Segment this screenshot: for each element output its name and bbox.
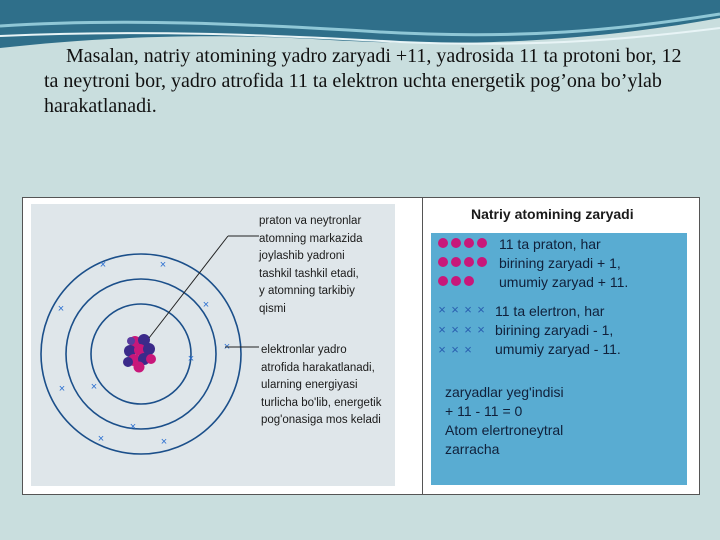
svg-text:×: × bbox=[451, 303, 459, 317]
svg-text:×: × bbox=[438, 303, 446, 317]
electron-label: elektronlar yadro atrofida harakatlanadi, ularning energiyasi turlicha bo'lib, energetik pog'onasiga mos keladi bbox=[261, 344, 382, 426]
nucleus bbox=[123, 334, 156, 373]
proton-dots bbox=[437, 237, 493, 293]
electron-charge-text: 11 ta elertron, har birining zaryadi - 1, umumiy zaryad - 11. bbox=[495, 303, 621, 357]
charge-sum-text: zaryadlar yeg'indisi + 11 - 11 = 0 Atom elertroneytral zarracha bbox=[445, 384, 564, 457]
svg-text:×: × bbox=[438, 342, 446, 357]
svg-text:×: × bbox=[160, 436, 168, 448]
svg-text:×: × bbox=[464, 342, 472, 357]
electron-crosses bbox=[437, 303, 493, 363]
svg-text:×: × bbox=[477, 303, 485, 317]
atom-figure bbox=[22, 197, 700, 495]
nucleus-label: praton va neytronlar atomning markazida joylashib yadroni tashkil tashkil etadi, y atomning tarkibiy qismi bbox=[259, 215, 363, 315]
svg-text:×: × bbox=[187, 353, 195, 365]
panel-divider bbox=[422, 198, 423, 494]
svg-text:×: × bbox=[464, 322, 472, 337]
svg-text:×: × bbox=[58, 383, 66, 395]
svg-text:×: × bbox=[464, 303, 472, 317]
proton-charge-text: 11 ta praton, har birining zaryadi + 1, umumiy zaryad + 11. bbox=[499, 236, 629, 290]
svg-text:×: × bbox=[57, 303, 65, 315]
svg-text:×: × bbox=[451, 322, 459, 337]
svg-text:×: × bbox=[202, 299, 210, 311]
svg-text:×: × bbox=[90, 381, 98, 393]
charge-panel-title: Natriy atomining zaryadi bbox=[471, 206, 634, 222]
svg-text:×: × bbox=[451, 342, 459, 357]
svg-text:×: × bbox=[477, 322, 485, 337]
slide-paragraph: Masalan, natriy atomining yadro zaryadi +11, yadrosida 11 ta protoni bor, 12 ta neytroni bor, yadro atrofida 11 ta elektron uchta energetik pog’ona bo’ylab harakatlanadi. bbox=[44, 45, 682, 117]
charge-panel bbox=[431, 233, 687, 485]
svg-text:×: × bbox=[159, 259, 167, 271]
svg-text:×: × bbox=[99, 259, 107, 271]
svg-text:×: × bbox=[223, 341, 231, 353]
svg-text:×: × bbox=[129, 421, 137, 433]
svg-text:×: × bbox=[97, 433, 105, 445]
svg-text:×: × bbox=[438, 322, 446, 337]
